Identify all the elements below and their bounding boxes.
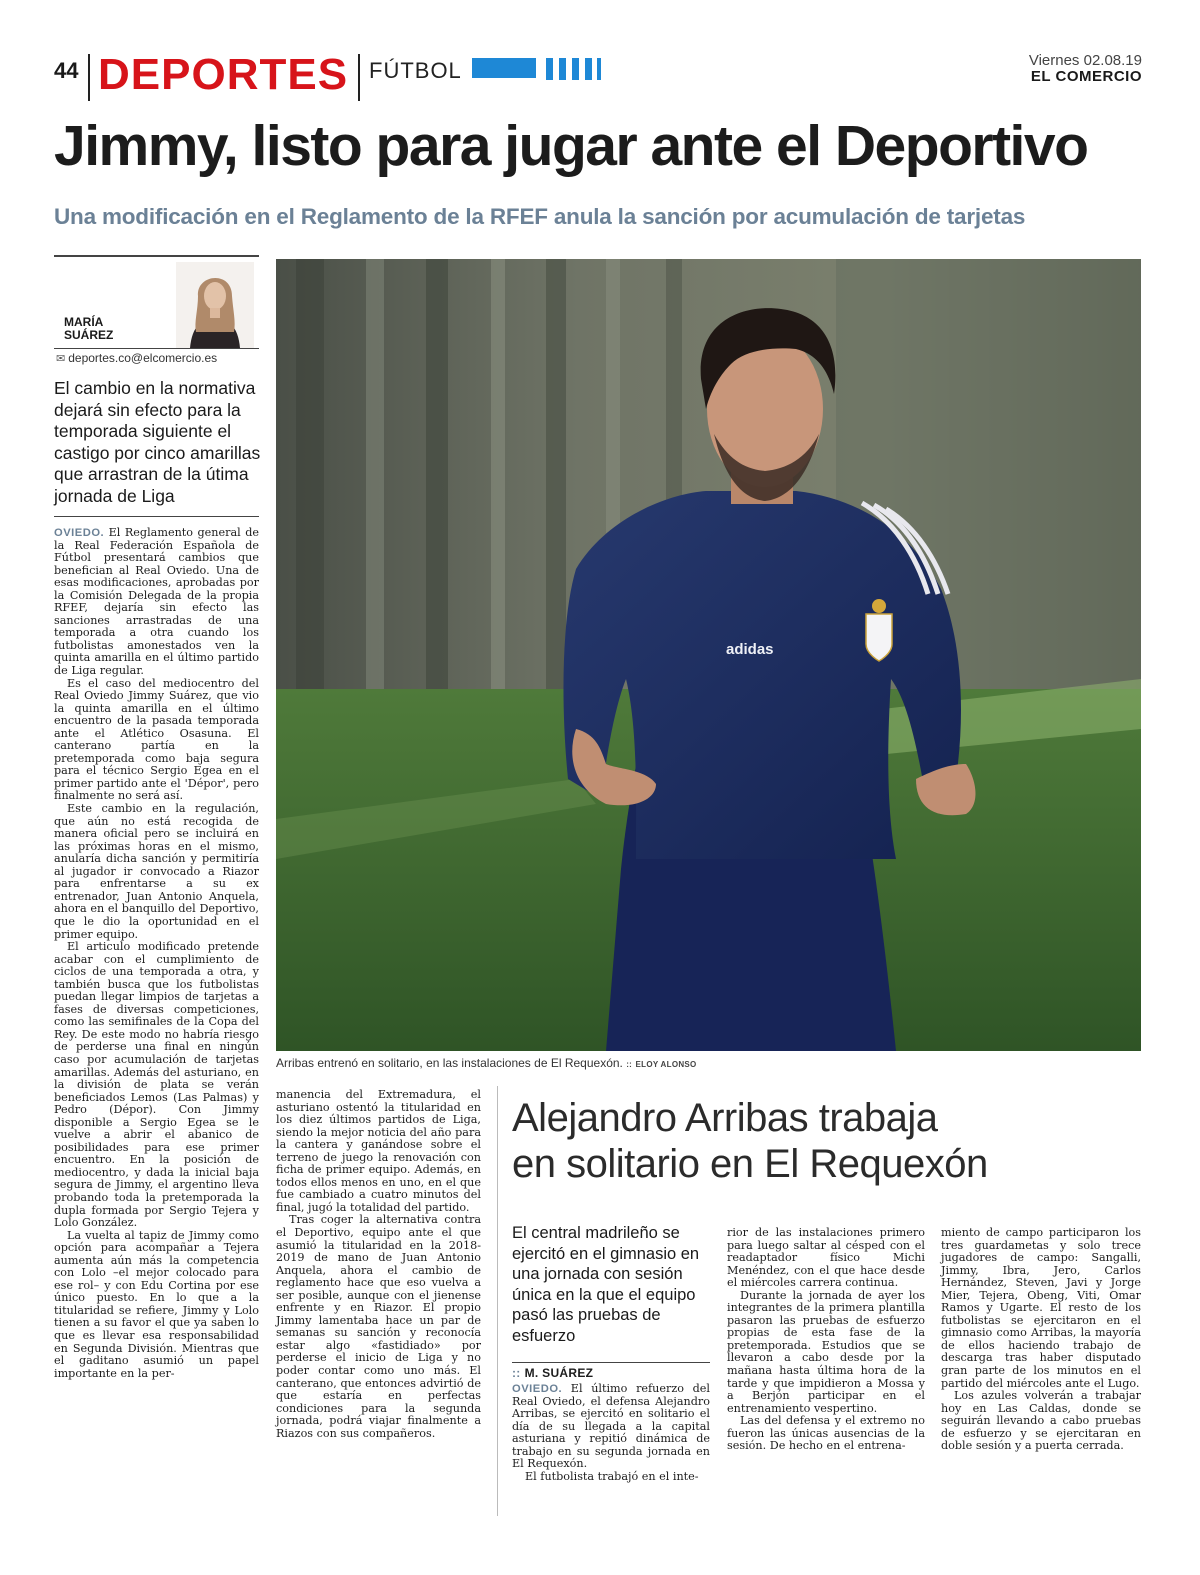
author-first-name: MARÍA [64, 315, 104, 329]
paragraph: rior de las instalaciones primero para luego saltar al césped con el readaptador físico Michi Menéndez, con el que hace desde el miércoles carrera continua. [727, 1226, 925, 1290]
article-column-3 [512, 1383, 710, 1483]
dateline: OVIEDO. [512, 1383, 563, 1395]
section-color-stripe [585, 58, 592, 80]
author-email[interactable] [56, 351, 217, 365]
byline-marker: :: [512, 1366, 521, 1380]
divider [54, 516, 259, 517]
second-headline-line: en solitario en El Requexón [512, 1142, 988, 1186]
article-column-4 [727, 1227, 925, 1453]
section-color-bar [472, 58, 536, 78]
article-column-2 [276, 1089, 481, 1440]
photo-credit-marker: :: [626, 1060, 633, 1069]
second-headline [512, 1095, 1152, 1187]
byline-author: M. SUÁREZ [524, 1366, 594, 1380]
article-photo [276, 259, 1141, 1051]
paragraph: Los azules volverán a trabajar hoy en Las Caldas, donde se seguirán llevando a cabo pruebas de esfuerzo y se ejercitaran en doble sesión y a puerta cerrada. [941, 1389, 1141, 1453]
paragraph: La vuelta al tapiz de Jimmy como opción para acompañar a Tejera aumenta aún más la competencia con Lolo –el mejor colocado para ese rol– y con Edu Cortina por ese único puesto. En lo que a la titularidad se refiere, Jimmy y Lolo tienen a su favor el que ya saben lo que es llevar esa responsabilidad en Segunda División. Mientras que el gaditano asumió un papel importante en la per- [54, 1228, 259, 1380]
paragraph: manencia del Extremadura, el asturiano ostentó la titularidad en los diez últimos partidos de Liga, siendo la mejor noticia del año para la cantera y ganándose sobre el terreno de juego la renovación con ficha de primer equipo. Además, en todos ellos menos en uno, en el que fue cambiado a cuatro minutos del final, jugó la totalidad del partido. [276, 1088, 481, 1214]
subsection-title: FÚTBOL [369, 58, 462, 83]
paragraph: miento de campo participaron los tres guardametas y solo trece jugadores de campo: Sangalli, Jimmy, Ibra, Jero, Carlos Hernández, Steven, Javi y Jorge Mier, Tejera, Obeng, Viti, Omar Ramos y Ugarte. El resto de los futbolistas se ejercitaron en el gimnasio como Arribas, la mayoría de ellos haciendo trabajo de descarga tras haber disputado gran parte de los minutos en el partido del miércoles ante el Lugo. [941, 1226, 1141, 1390]
newspaper-name: EL COMERCIO [1030, 68, 1142, 85]
second-headline-line: Alejandro Arribas trabaja [512, 1096, 938, 1140]
main-lead: El cambio en la normativa dejará sin efecto para la temporada siguiente el castigo por cinco amarillas que arrastran de la útima jornada de Liga [54, 378, 261, 506]
paragraph: El futbolista trabajó en el inte- [525, 1469, 699, 1483]
page-number: 44 [54, 58, 79, 83]
paragraph: Es el caso del mediocentro del Real Oviedo Jimmy Suárez, que vio la quinta amarilla en el último encuentro de la pasada temporada ante el Atlético Osasuna. El canterano partía en la pretemporada como baja segura para el técnico Sergio Egea en el primer partido ante el 'Dépor', pero finalmente no será así. [54, 676, 259, 803]
photo-credit: ELOY ALONSO [635, 1060, 697, 1069]
photo-caption-text: Arribas entrenó en solitario, en las instalaciones de El Requexón. [276, 1056, 623, 1070]
main-headline: Jimmy, listo para jugar ante el Deportivo [54, 114, 1088, 178]
article-column-1 [54, 527, 259, 1380]
author-avatar [176, 262, 254, 348]
paragraph: OVIEDO. El Reglamento general de la Real Federación Española de Fútbol presentará cambios que benefician al Real Oviedo. Una de esas modificaciones, aprobadas por la Comisión Delegada de la propia RFEF, dejaría sin efecto las sanciones arrastradas de una temporada a otra cuando los futbolistas amonestados ven la quinta amarilla en el último partido de Liga regular. [54, 526, 259, 678]
section-color-stripe [597, 58, 601, 80]
paragraph: El articulo modificado pretende acabar con el cumplimiento de ciclos de una temporada a otra, y también busca que los futbolistas puedan llegar limpios de tarjetas a fases de diversas competiciones, como las semifinales de la Copa del Rey. De este modo no habría riesgo de perderse una final en ningún caso por acumulación de tarjetas amarillas. Además del asturiano, en la división de plata se verán beneficiados Lemos (Las Palmas) y Pedro (Dépor). Con Jimmy disponible a Sergio Egea se le vuelve a abrir el abanico de posibilidades para ese primer encuentro. En la posición de mediocentro, y dada la inicial baja segura de Jimmy, el argentino lleva probando toda la pretemporada la dupla formada por Sergio Tejera y Lolo González. [54, 940, 259, 1230]
author-last-name: SUÁREZ [64, 328, 114, 342]
paragraph: Las del defensa y el extremo no fueron las únicas ausencias de la sesión. De hecho en el entrena- [727, 1414, 925, 1453]
photo-caption [276, 1056, 1141, 1070]
author-email-text: deportes.co@elcomercio.es [68, 351, 218, 365]
mail-icon: ✉ [56, 353, 66, 365]
paragraph: OVIEDO. El último refuerzo del Real Oviedo, el defensa Alejandro Arribas, se ejercitó en solitario el día de su llegada a la capital asturiana y repitió dinámica de trabajo en su segunda jornada en El Requexón. [512, 1382, 711, 1471]
section-color-stripe [559, 58, 566, 80]
second-byline [512, 1366, 593, 1380]
second-lead: El central madrileño se ejercitó en el gimnasio en una jornada con sesión única en la que el equipo pasó las pruebas de esfuerzo [512, 1224, 700, 1345]
divider [512, 1362, 710, 1363]
section-color-stripe [572, 58, 579, 80]
dateline: OVIEDO. [54, 527, 105, 539]
shirt-brand: adidas [726, 641, 774, 658]
paragraph: Durante la jornada de ayer los integrantes de la primera plantilla pasaron las pruebas de esfuerzo propias de esta fase de la pretemporada. Estudios que se llevaron a cabo desde por la mañana hasta última hora de la tarde y que impidieron a Mossa y a Berjón participar en el entrenamiento vespertino. [727, 1288, 925, 1415]
divider [54, 255, 259, 257]
article-column-5 [941, 1227, 1141, 1453]
header-divider [88, 54, 90, 101]
author-name [64, 316, 113, 342]
column-divider [497, 1086, 498, 1516]
main-subheadline: Una modificación en el Reglamento de la RFEF anula la sanción por acumulación de tarjetas [54, 204, 1026, 229]
issue-date: Viernes 02.08.19 [1028, 52, 1142, 69]
divider [54, 348, 259, 349]
section-title: DEPORTES [98, 50, 349, 99]
paragraph: Este cambio en la regulación, que aún no está recogida de manera oficial pero se incluirá en las próximas horas en el mismo, anularía dicha sanción y permitiría al jugador ir convocado a Riazor para enfrentarse a su ex entrenador, Juan Antonio Anquela, ahora en el banquillo del Deportivo, que le dio la oportunidad en el primer equipo. [54, 802, 259, 941]
section-color-stripe [546, 58, 553, 80]
header-divider [358, 54, 360, 101]
paragraph: Tras coger la alternativa contra el Deportivo, equipo ante el que asumió la titularidad en la 2018-2019 de mano de Juan Antonio Anquela, ahora el cambio de reglamento hace que eso vuelva a ser posible, aunque con el jienense enfrente y en Riazor. El propio Jimmy lamentaba hace un par de semanas su sanción y reconocía estar algo «fastidiado» por perderse el inicio de Liga y no poder contar como uno más. El canterano, que entonces advirtió de que estaría en perfectas condiciones para la segunda jornada, podrá viajar finalmente a Riazos con sus compañeros. [276, 1213, 481, 1440]
